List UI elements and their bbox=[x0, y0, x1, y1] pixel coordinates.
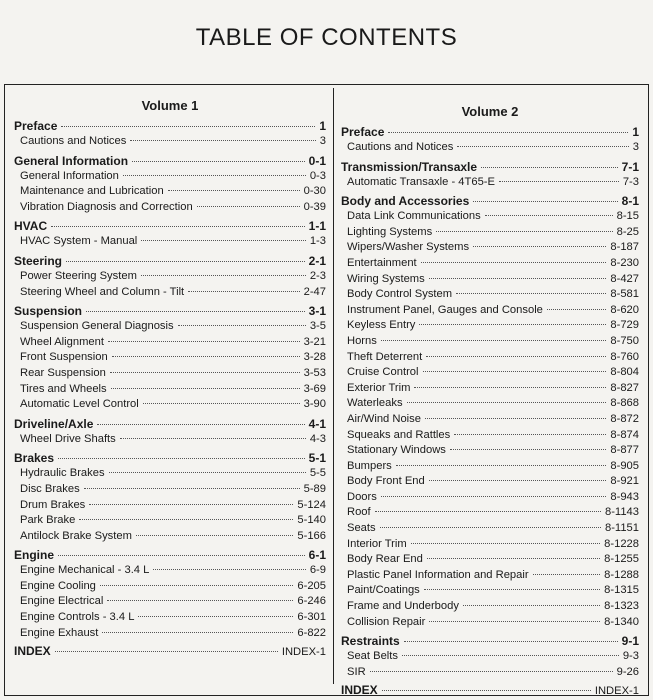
leader-dots bbox=[61, 126, 315, 127]
toc-entry-antilock-brake-system[interactable] bbox=[14, 529, 326, 545]
section-heading-restraints[interactable] bbox=[341, 633, 639, 649]
leader-dots bbox=[533, 574, 601, 575]
leader-dots bbox=[141, 240, 306, 241]
page-number: 8-1151 bbox=[604, 522, 639, 535]
toc-entry-hydraulic-brakes[interactable] bbox=[14, 466, 326, 482]
page-number: INDEX-1 bbox=[281, 646, 326, 659]
leader-dots bbox=[419, 324, 606, 325]
leader-dots bbox=[457, 146, 628, 147]
volume-1-column bbox=[14, 98, 326, 660]
leader-dots bbox=[425, 418, 606, 419]
page-number: 3-1 bbox=[308, 304, 326, 319]
toc-entry-park-brake[interactable] bbox=[14, 513, 326, 529]
toc-entry-label: Engine Electrical bbox=[20, 595, 104, 608]
toc-entry-seat-belts[interactable] bbox=[341, 649, 639, 665]
leader-dots bbox=[197, 206, 300, 207]
leader-dots bbox=[423, 371, 607, 372]
page-number: 3-69 bbox=[303, 382, 326, 395]
toc-entry-label: Collision Repair bbox=[347, 615, 426, 628]
leader-dots bbox=[429, 480, 607, 481]
toc-entry-label: SIR bbox=[347, 665, 366, 678]
toc-entry-label: Tires and Wheels bbox=[20, 382, 107, 395]
toc-entry-label: Cautions and Notices bbox=[20, 135, 127, 147]
toc-entry-seats[interactable] bbox=[341, 521, 639, 537]
toc-entry-exterior-trim[interactable] bbox=[341, 381, 639, 397]
toc-entry-engine-electrical[interactable] bbox=[14, 594, 326, 610]
toc-entry-label: Roof bbox=[347, 506, 371, 519]
leader-dots bbox=[123, 175, 306, 176]
toc-entry-label: Squeaks and Rattles bbox=[347, 428, 451, 441]
page-number: 6-301 bbox=[297, 611, 326, 624]
page-number: 9-3 bbox=[622, 650, 639, 663]
toc-section bbox=[14, 416, 326, 448]
page-number: 8-1288 bbox=[604, 568, 639, 581]
leader-dots bbox=[382, 690, 591, 691]
leader-dots bbox=[473, 201, 617, 202]
page-number: 2-1 bbox=[308, 253, 326, 268]
toc-entry-label: Preface bbox=[14, 119, 58, 133]
page-number: 0-39 bbox=[303, 200, 326, 213]
toc-entry-label: General Information bbox=[20, 169, 119, 182]
leader-dots bbox=[132, 161, 305, 162]
page-number: 8-874 bbox=[610, 428, 639, 441]
section-heading-body-and-accessories[interactable] bbox=[341, 193, 639, 209]
leader-dots bbox=[426, 356, 606, 357]
page-number: 8-868 bbox=[610, 397, 639, 410]
toc-entry-wheel-alignment[interactable] bbox=[14, 335, 326, 351]
toc-entry-power-steering-system[interactable] bbox=[14, 269, 326, 285]
toc-entry-label: General Information bbox=[14, 153, 129, 168]
section-heading-steering[interactable] bbox=[14, 253, 326, 269]
toc-entry-wheel-drive-shafts[interactable] bbox=[14, 432, 326, 448]
toc-entry-label: Body Rear End bbox=[347, 553, 423, 566]
toc-entry-cruise-control[interactable] bbox=[341, 365, 639, 381]
toc-entry-label: Drum Brakes bbox=[20, 498, 86, 511]
toc-section bbox=[341, 124, 639, 156]
leader-dots bbox=[84, 488, 300, 489]
toc-entry-label: Waterleaks bbox=[347, 397, 403, 410]
toc-entry-steering-wheel-and-column-tilt[interactable] bbox=[14, 285, 326, 301]
page-number: 8-1143 bbox=[604, 506, 639, 519]
toc-section bbox=[341, 159, 639, 191]
page-number: 4-1 bbox=[308, 416, 326, 431]
page-number: 8-872 bbox=[610, 412, 639, 425]
toc-entry-suspension-general-diagnosis[interactable] bbox=[14, 319, 326, 335]
index-entry-index[interactable] bbox=[341, 683, 639, 699]
leader-dots bbox=[381, 340, 607, 341]
page-number: 8-1323 bbox=[604, 600, 639, 613]
leader-dots bbox=[55, 651, 278, 652]
toc-entry-label: Exterior Trim bbox=[347, 381, 411, 394]
page-number: 6-822 bbox=[297, 626, 326, 639]
toc-entry-label: Transmission/Transaxle bbox=[341, 159, 478, 174]
toc-entry-label: Engine Controls - 3.4 L bbox=[20, 611, 135, 624]
toc-entry-drum-brakes[interactable] bbox=[14, 498, 326, 514]
toc-section bbox=[14, 118, 326, 150]
section-heading-brakes[interactable] bbox=[14, 450, 326, 466]
toc-entry-horns[interactable] bbox=[341, 334, 639, 350]
toc-entry-label: Antilock Brake System bbox=[20, 529, 132, 542]
page-number: 3-21 bbox=[303, 335, 326, 348]
toc-entry-label: Stationary Windows bbox=[347, 444, 446, 457]
toc-entry-label: Vibration Diagnosis and Correction bbox=[20, 200, 193, 213]
toc-entry-label: Rear Suspension bbox=[20, 366, 106, 379]
page-number: 5-5 bbox=[309, 467, 326, 480]
toc-entry-keyless-entry[interactable] bbox=[341, 318, 639, 334]
toc-entry-label: Disc Brakes bbox=[20, 482, 80, 495]
page-number: 6-205 bbox=[297, 579, 326, 592]
page-number: 4-3 bbox=[309, 432, 326, 445]
leader-dots bbox=[396, 465, 607, 466]
leader-dots bbox=[404, 641, 618, 642]
toc-entry-label: Doors bbox=[347, 490, 377, 503]
toc-entry-label: Cruise Control bbox=[347, 366, 419, 379]
page-number: 6-1 bbox=[308, 548, 326, 563]
toc-entry-label: Maintenance and Lubrication bbox=[20, 185, 164, 198]
leader-dots bbox=[58, 458, 305, 459]
leader-dots bbox=[58, 555, 305, 556]
page-number: 3-28 bbox=[303, 351, 326, 364]
page-number: 2-3 bbox=[309, 269, 326, 282]
toc-entry-general-information[interactable] bbox=[14, 169, 326, 185]
toc-entry-label: Driveline/Axle bbox=[14, 416, 94, 431]
toc-entry-label: Body and Accessories bbox=[341, 194, 470, 209]
toc-entry-tires-and-wheels[interactable] bbox=[14, 382, 326, 398]
toc-entry-instrument-panel-gauges-and-console[interactable] bbox=[341, 303, 639, 319]
leader-dots bbox=[473, 246, 606, 247]
section-heading-hvac[interactable] bbox=[14, 218, 326, 234]
toc-entry-entertainment[interactable] bbox=[341, 256, 639, 272]
leader-dots bbox=[108, 341, 300, 342]
toc-entry-label: Park Brake bbox=[20, 514, 76, 527]
toc-entry-body-control-system[interactable] bbox=[341, 287, 639, 303]
toc-entry-label: Suspension General Diagnosis bbox=[20, 320, 174, 333]
leader-dots bbox=[138, 616, 293, 617]
page-number: 1 bbox=[319, 119, 326, 133]
page-number: 1-1 bbox=[308, 219, 326, 234]
toc-entry-label: Seat Belts bbox=[347, 650, 398, 663]
toc-entry-wipers-washer-systems[interactable] bbox=[341, 240, 639, 256]
page-number: 8-230 bbox=[610, 256, 639, 269]
page-number: 5-140 bbox=[297, 514, 326, 527]
toc-entry-label: Cautions and Notices bbox=[347, 141, 454, 153]
page-number: 8-804 bbox=[610, 366, 639, 379]
toc-entry-stationary-windows[interactable] bbox=[341, 443, 639, 459]
page-number: 1-3 bbox=[309, 235, 326, 248]
toc-entry-label: Paint/Coatings bbox=[347, 584, 420, 597]
toc-entry-interior-trim[interactable] bbox=[341, 537, 639, 553]
leader-dots bbox=[153, 569, 305, 570]
page-number: 6-9 bbox=[309, 564, 326, 577]
leader-dots bbox=[427, 558, 600, 559]
toc-entry-label: Wheel Drive Shafts bbox=[20, 432, 116, 445]
page-number: 8-750 bbox=[610, 334, 639, 347]
leader-dots bbox=[107, 600, 293, 601]
toc-section bbox=[14, 547, 326, 641]
section-heading-driveline-axle[interactable] bbox=[14, 416, 326, 432]
toc-entry-label: Suspension bbox=[14, 304, 83, 319]
leader-dots bbox=[414, 387, 606, 388]
page-number: INDEX-1 bbox=[594, 685, 639, 698]
page-number: 8-1315 bbox=[604, 584, 639, 597]
toc-entry-automatic-transaxle-4t65-e[interactable] bbox=[341, 175, 639, 191]
page-number: 8-827 bbox=[610, 381, 639, 394]
toc-entry-label: Wipers/Washer Systems bbox=[347, 241, 470, 254]
toc-entry-label: Power Steering System bbox=[20, 269, 137, 282]
section-heading-transmission-transaxle[interactable] bbox=[341, 159, 639, 175]
section-heading-preface[interactable] bbox=[341, 124, 639, 140]
toc-entry-label: Bumpers bbox=[347, 459, 392, 472]
page-number: 3 bbox=[319, 135, 326, 147]
leader-dots bbox=[370, 671, 613, 672]
toc-entry-label: Seats bbox=[347, 522, 376, 535]
volume-heading: Volume 1 bbox=[141, 98, 199, 113]
toc-entry-squeaks-and-rattles[interactable] bbox=[341, 428, 639, 444]
page-title: TABLE OF CONTENTS bbox=[195, 24, 458, 51]
leader-dots bbox=[168, 190, 300, 191]
page-number: 8-1228 bbox=[604, 537, 639, 550]
page-number: 1 bbox=[632, 125, 639, 139]
toc-entry-hvac-system-manual[interactable] bbox=[14, 234, 326, 250]
section-heading-suspension[interactable] bbox=[14, 303, 326, 319]
leader-dots bbox=[86, 311, 305, 312]
toc-entry-body-front-end[interactable] bbox=[341, 474, 639, 490]
leader-dots bbox=[110, 372, 300, 373]
leader-dots bbox=[143, 403, 300, 404]
page-number: 3-53 bbox=[303, 366, 326, 379]
page-number: 9-1 bbox=[621, 634, 639, 649]
leader-dots bbox=[499, 181, 619, 182]
toc-entry-theft-deterrent[interactable] bbox=[341, 350, 639, 366]
leader-dots bbox=[411, 543, 600, 544]
leader-dots bbox=[429, 278, 607, 279]
toc-entry-label: Engine Mechanical - 3.4 L bbox=[20, 564, 150, 577]
toc-entry-rear-suspension[interactable] bbox=[14, 366, 326, 382]
toc-entry-label: Body Control System bbox=[347, 288, 453, 301]
leader-dots bbox=[424, 589, 600, 590]
section-heading-preface[interactable] bbox=[14, 118, 326, 134]
leader-dots bbox=[89, 504, 293, 505]
toc-entry-wiring-systems[interactable] bbox=[341, 272, 639, 288]
toc-entry-automatic-level-control[interactable] bbox=[14, 397, 326, 413]
page-number: 8-15 bbox=[616, 210, 639, 223]
toc-entry-label: Engine bbox=[14, 548, 55, 563]
leader-dots bbox=[112, 356, 300, 357]
toc-entry-label: Interior Trim bbox=[347, 537, 407, 550]
page-number: 8-905 bbox=[610, 459, 639, 472]
toc-entry-label: Wiring Systems bbox=[347, 272, 425, 285]
toc-entry-label: Brakes bbox=[14, 451, 55, 466]
toc-section bbox=[14, 303, 326, 413]
toc-entry-label: Steering bbox=[14, 253, 63, 268]
page-number: 8-943 bbox=[610, 490, 639, 503]
toc-entry-label: Engine Cooling bbox=[20, 579, 96, 592]
page-number: 8-1255 bbox=[604, 553, 639, 566]
toc-entry-maintenance-and-lubrication[interactable] bbox=[14, 184, 326, 200]
page-number: 9-26 bbox=[616, 665, 639, 678]
page-number: 8-877 bbox=[610, 444, 639, 457]
toc-entry-collision-repair[interactable] bbox=[341, 615, 639, 631]
toc-entry-label: Restraints bbox=[341, 634, 400, 649]
leader-dots bbox=[97, 424, 304, 425]
toc-entry-label: Automatic Transaxle - 4T65-E bbox=[347, 175, 495, 188]
page-number: 7-3 bbox=[622, 175, 639, 188]
page-number: 0-3 bbox=[309, 169, 326, 182]
toc-entry-bumpers[interactable] bbox=[341, 459, 639, 475]
section-heading-engine[interactable] bbox=[14, 547, 326, 563]
toc-entry-cautions-and-notices[interactable] bbox=[341, 140, 639, 156]
volume-2-column bbox=[341, 104, 639, 699]
toc-entry-label: INDEX bbox=[341, 683, 378, 698]
toc-entry-label: Data Link Communications bbox=[347, 210, 481, 223]
toc-entry-body-rear-end[interactable] bbox=[341, 552, 639, 568]
toc-entry-label: Theft Deterrent bbox=[347, 350, 423, 363]
page-number: 8-729 bbox=[610, 319, 639, 332]
toc-entry-label: Engine Exhaust bbox=[20, 626, 99, 639]
toc-entry-label: Horns bbox=[347, 334, 377, 347]
toc-entry-label: Automatic Level Control bbox=[20, 398, 139, 411]
page-number: 5-124 bbox=[297, 498, 326, 511]
page-number: 8-427 bbox=[610, 272, 639, 285]
leader-dots bbox=[375, 511, 601, 512]
page-number: 6-246 bbox=[297, 595, 326, 608]
page-number: 2-47 bbox=[303, 285, 326, 298]
toc-entry-air-wind-noise[interactable] bbox=[341, 412, 639, 428]
leader-dots bbox=[429, 621, 600, 622]
leader-dots bbox=[381, 496, 607, 497]
leader-dots bbox=[136, 535, 293, 536]
toc-entry-label: HVAC bbox=[14, 219, 48, 234]
leader-dots bbox=[109, 472, 306, 473]
leader-dots bbox=[100, 585, 293, 586]
toc-entry-data-link-communications[interactable] bbox=[341, 209, 639, 225]
toc-entry-label: Front Suspension bbox=[20, 351, 108, 364]
page-number: 7-1 bbox=[621, 159, 639, 174]
leader-dots bbox=[66, 261, 305, 262]
toc-entry-vibration-diagnosis-and-correction[interactable] bbox=[14, 200, 326, 216]
toc-section bbox=[14, 450, 326, 544]
page-number: 8-921 bbox=[610, 475, 639, 488]
leader-dots bbox=[380, 527, 601, 528]
page-number: 5-166 bbox=[297, 529, 326, 542]
page-number: 0-30 bbox=[303, 185, 326, 198]
toc-section bbox=[341, 633, 639, 680]
leader-dots bbox=[188, 291, 299, 292]
page-number: 8-760 bbox=[610, 350, 639, 363]
page-number: 8-620 bbox=[610, 303, 639, 316]
toc-entry-engine-cooling[interactable] bbox=[14, 579, 326, 595]
section-heading-general-information[interactable] bbox=[14, 153, 326, 169]
leader-dots bbox=[450, 449, 607, 450]
toc-entry-label: Hydraulic Brakes bbox=[20, 467, 105, 480]
index-entry-index[interactable] bbox=[14, 644, 326, 660]
toc-entry-lighting-systems[interactable] bbox=[341, 225, 639, 241]
page-number: 3 bbox=[632, 141, 639, 153]
toc-entry-roof[interactable] bbox=[341, 505, 639, 521]
toc-entry-label: INDEX bbox=[14, 644, 51, 659]
page-number: 8-581 bbox=[610, 288, 639, 301]
page-number: 5-1 bbox=[308, 451, 326, 466]
toc-entry-doors[interactable] bbox=[341, 490, 639, 506]
toc-entry-label: Lighting Systems bbox=[347, 225, 433, 238]
toc-entry-label: Entertainment bbox=[347, 256, 417, 269]
leader-dots bbox=[130, 140, 315, 141]
volume-heading: Volume 2 bbox=[461, 104, 519, 119]
leader-dots bbox=[454, 434, 606, 435]
leader-dots bbox=[120, 438, 306, 439]
toc-entry-label: Keyless Entry bbox=[347, 319, 416, 332]
toc-entry-label: Plastic Panel Information and Repair bbox=[347, 568, 529, 581]
leader-dots bbox=[485, 215, 613, 216]
page-number: 8-1340 bbox=[604, 615, 639, 628]
toc-entry-engine-exhaust[interactable] bbox=[14, 626, 326, 642]
toc-entry-paint-coatings[interactable] bbox=[341, 583, 639, 599]
toc-entry-plastic-panel-information-and-repair[interactable] bbox=[341, 568, 639, 584]
toc-entry-cautions-and-notices[interactable] bbox=[14, 134, 326, 150]
leader-dots bbox=[388, 132, 628, 133]
toc-section bbox=[341, 193, 639, 630]
leader-dots bbox=[178, 325, 306, 326]
leader-dots bbox=[463, 605, 600, 606]
toc-entry-label: HVAC System - Manual bbox=[20, 235, 138, 248]
leader-dots bbox=[407, 402, 607, 403]
leader-dots bbox=[436, 231, 612, 232]
page-number: 3-5 bbox=[309, 320, 326, 333]
toc-section bbox=[14, 218, 326, 250]
page-number: 8-1 bbox=[621, 194, 639, 209]
leader-dots bbox=[421, 262, 607, 263]
volume-2-sections bbox=[341, 124, 639, 699]
toc-entry-engine-mechanical-3-4-l[interactable] bbox=[14, 563, 326, 579]
toc-section bbox=[14, 153, 326, 216]
leader-dots bbox=[456, 293, 606, 294]
toc-entry-engine-controls-3-4-l[interactable] bbox=[14, 610, 326, 626]
toc-entry-waterleaks[interactable] bbox=[341, 396, 639, 412]
leader-dots bbox=[102, 632, 293, 633]
leader-dots bbox=[402, 655, 619, 656]
page-number: 5-89 bbox=[303, 482, 326, 495]
leader-dots bbox=[79, 519, 293, 520]
volume-1-sections bbox=[14, 118, 326, 660]
toc-section bbox=[14, 253, 326, 300]
toc-entry-front-suspension[interactable] bbox=[14, 350, 326, 366]
toc-entry-label: Wheel Alignment bbox=[20, 335, 104, 348]
toc-entry-label: Instrument Panel, Gauges and Console bbox=[347, 303, 543, 316]
toc-entry-label: Body Front End bbox=[347, 475, 425, 488]
column-divider bbox=[333, 88, 334, 684]
leader-dots bbox=[547, 309, 606, 310]
leader-dots bbox=[51, 226, 305, 227]
toc-entry-label: Frame and Underbody bbox=[347, 600, 459, 613]
page-number: 8-187 bbox=[610, 241, 639, 254]
page-number: 0-1 bbox=[308, 153, 326, 168]
toc-entry-sir[interactable] bbox=[341, 665, 639, 681]
leader-dots bbox=[111, 388, 300, 389]
page-number: 3-90 bbox=[303, 398, 326, 411]
toc-entry-disc-brakes[interactable] bbox=[14, 482, 326, 498]
leader-dots bbox=[481, 167, 618, 168]
toc-entry-frame-and-underbody[interactable] bbox=[341, 599, 639, 615]
toc-entry-label: Air/Wind Noise bbox=[347, 412, 421, 425]
page-number: 8-25 bbox=[616, 225, 639, 238]
toc-entry-label: Steering Wheel and Column - Tilt bbox=[20, 285, 185, 298]
toc-entry-label: Preface bbox=[341, 125, 385, 139]
leader-dots bbox=[141, 275, 306, 276]
